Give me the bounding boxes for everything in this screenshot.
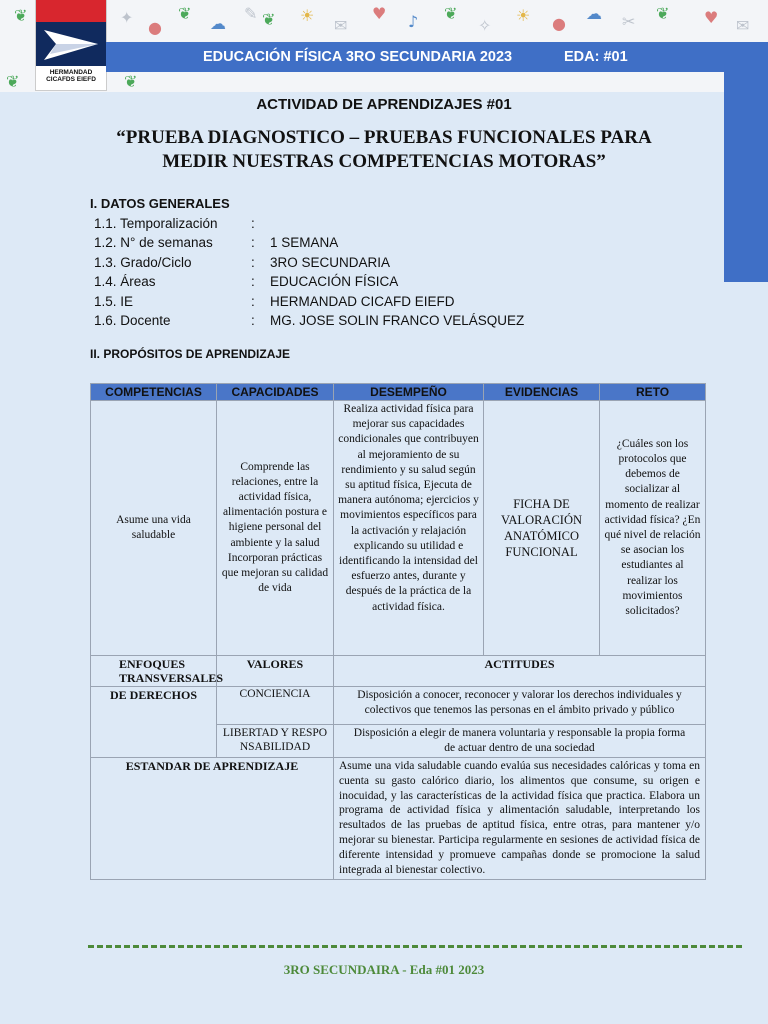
actitud-cell: Disposición a elegir de manera voluntaria y responsable la propia forma de actuar dentro de una sociedad — [334, 725, 706, 758]
heart-icon: ♥ — [704, 8, 719, 27]
datos-row — [94, 255, 694, 274]
sun-icon: ☀ — [300, 6, 315, 25]
enfoque-derechos: DE DERECHOS — [91, 687, 217, 758]
col-header-capacidades: CAPACIDADES — [217, 384, 334, 401]
footer-divider — [88, 945, 742, 948]
datos-value: HERMANDAD CICAFD EIEFD — [270, 293, 455, 309]
section-heading-propositos: II. PROPÓSITOS DE APRENDIZAJE — [90, 347, 291, 361]
datos-colon: : — [251, 235, 255, 251]
banner-title: EDUCACIÓN FÍSICA 3RO SECUNDARIA 2023 — [203, 49, 513, 65]
actitud-cell: Disposición a conocer, reconocer y valorar los derechos individuales y colectivos que tenemos las personas en el ámbito privado y público — [334, 687, 706, 725]
header-banner — [106, 42, 724, 72]
estandar-text: Asume una vida saludable cuando evalúa sus necesidades calóricas y toma en cuenta su gasto calórico diario, los alimentos que consume, su origen e inocuidad, y las características de la actividad física que practica. Elabora un programa de actividad física y alimentación saludable, interpretando los resultados de las pruebas de aptitud física, entre otras, para mantener y/o mejorar su bienestar. Participa regularmente en sesiones de actividad física de diferente intensidad y promueve campañas donde se promocione la salud integrada al bienestar colectivo. — [334, 758, 706, 880]
datos-label: 1.2. N° de semanas — [94, 235, 213, 251]
datos-label: 1.3. Grado/Ciclo — [94, 254, 192, 270]
datos-colon: : — [251, 216, 255, 231]
logo-text-line2: CICAFDS EIEFD — [46, 76, 96, 83]
logo-emblem — [36, 22, 106, 68]
datos-label: 1.4. Áreas — [94, 274, 156, 290]
datos-label: 1.1. Temporalización — [94, 216, 218, 231]
leaf-icon: ❦ — [6, 72, 20, 91]
evidencias-cell: FICHA DE VALORACIÓN ANATÓMICO FUNCIONAL — [484, 401, 600, 656]
datos-value: EDUCACIÓN FÍSICA — [270, 274, 399, 290]
book-icon: ✉ — [736, 16, 750, 35]
datos-colon: : — [251, 274, 255, 290]
datos-colon: : — [251, 254, 255, 270]
col-header-reto: RETO — [600, 384, 706, 401]
reto-cell: ¿Cuáles son los protocolos que debemos de socializar al momento de realizar actividad física? ¿En qué nivel de relación se asocian los estudiantes al realizar los movimientos solicitados? — [600, 401, 706, 656]
datos-row — [94, 294, 694, 313]
main-title: “PRUEBA DIAGNOSTICO – PRUEBAS FUNCIONALES PARA MEDIR NUESTRAS COMPETENCIAS MOTORAS” — [116, 127, 652, 172]
estandar-header: ESTANDAR DE APRENDIZAJE — [91, 758, 334, 880]
valor-cell: LIBERTAD Y RESPONSABILIDAD — [217, 725, 334, 758]
datos-row — [94, 216, 694, 235]
datos-row — [94, 235, 694, 254]
section-heading-datos-generales: I. DATOS GENERALES — [90, 196, 230, 211]
datos-row — [94, 274, 694, 293]
footer-text: 3RO SECUNDAIRA - Eda #01 2023 — [283, 962, 485, 977]
pencil-icon: ✎ — [244, 4, 258, 23]
leaf-icon: ❦ — [262, 10, 276, 29]
capacidades-cell: Comprende las relaciones, entre la actividad física, alimentación postura e higiene personal del ambiente y la salud Incorporan prácticas que mejoran su calidad de vida — [217, 401, 334, 656]
heart-icon: ♥ — [372, 4, 387, 23]
table-header-row — [91, 384, 706, 401]
desempeno-cell: Realiza actividad física para mejorar sus capacidades condicionales que contribuyen al mejoramiento de su rendimiento y su salud según su aptitud física, Ejecuta de manera autónoma; ejercicios y movimientos específicos para la activación y relajación explicando su utilidad e identificando la intensidad del esfuerzo antes, durante y después de la práctica de la actividad física. — [334, 401, 484, 656]
music-icon: ♪ — [408, 12, 419, 31]
activity-title: ACTIVIDAD DE APRENDIZAJES #01 — [256, 96, 512, 113]
apple-icon: ● — [552, 14, 566, 33]
leaf-icon: ❦ — [444, 4, 458, 23]
col-header-competencias: COMPETENCIAS — [91, 384, 217, 401]
school-logo — [36, 0, 106, 90]
apple-icon: ● — [148, 18, 162, 37]
datos-value: 3RO SECUNDARIA — [270, 254, 391, 270]
datos-label: 1.5. IE — [94, 293, 134, 309]
scissors-icon: ✂ — [622, 12, 636, 31]
leaf-icon: ❦ — [124, 72, 138, 91]
datos-generales-list — [94, 216, 694, 332]
logo-red-band — [36, 0, 106, 22]
cloud-icon: ☁ — [586, 4, 602, 23]
propositos-table — [90, 383, 706, 880]
leaf-icon: ❦ — [656, 4, 670, 23]
paper-plane-icon — [36, 22, 106, 68]
book-icon: ✉ — [334, 16, 348, 35]
col-header-desempeno: DESEMPEÑO — [334, 384, 484, 401]
leaf-icon: ❦ — [178, 4, 192, 23]
logo-text-line1: HERMANDAD — [49, 69, 93, 76]
datos-colon: : — [251, 312, 255, 328]
logo-text — [36, 66, 106, 90]
valor-row — [91, 687, 706, 725]
banner-eda: EDA: #01 — [564, 49, 628, 65]
cloud-icon: ☁ — [210, 14, 226, 33]
star-icon: ✧ — [478, 16, 492, 35]
competencia-cell: Asume una vida saludable — [91, 401, 217, 656]
sun-icon: ☀ — [516, 6, 531, 25]
datos-row — [94, 313, 694, 332]
star-icon: ✦ — [120, 8, 134, 27]
side-accent-tab — [724, 42, 768, 282]
enfoques-header: ENFOQUES TRANSVERSALES — [91, 656, 217, 687]
valores-header: VALORES — [217, 656, 334, 687]
actitudes-header: ACTITUDES — [334, 656, 706, 687]
datos-value: 1 SEMANA — [270, 235, 339, 251]
datos-value: MG. JOSE SOLIN FRANCO VELÁSQUEZ — [270, 312, 525, 328]
leaf-icon: ❦ — [14, 6, 28, 25]
table-row — [91, 401, 706, 656]
enfoques-header-row — [91, 656, 706, 687]
estandar-row — [91, 758, 706, 880]
datos-colon: : — [251, 293, 255, 309]
col-header-evidencias: EVIDENCIAS — [484, 384, 600, 401]
valor-cell: CONCIENCIA — [217, 687, 334, 725]
datos-label: 1.6. Docente — [94, 312, 171, 328]
